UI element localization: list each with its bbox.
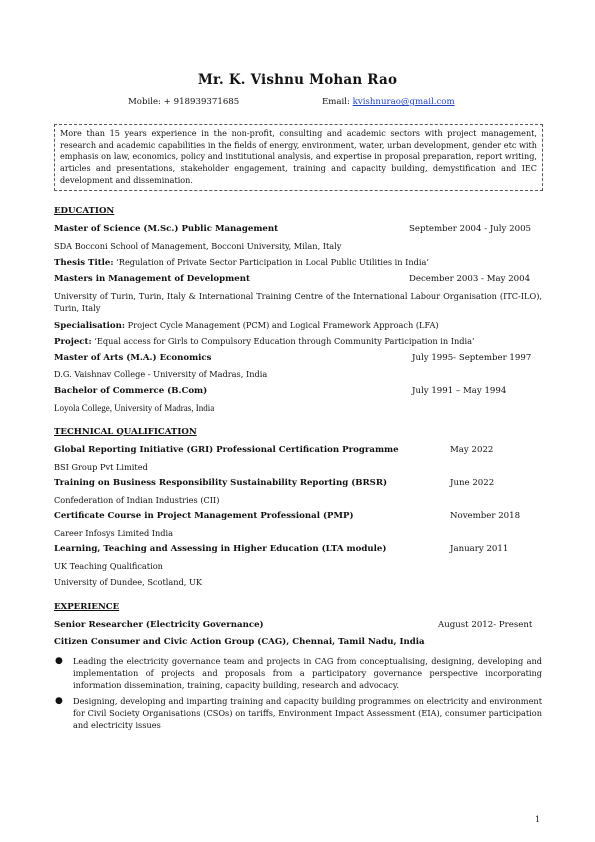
- mmd-date: December 2003 - May 2004: [409, 274, 531, 284]
- brsr-date: June 2022: [450, 478, 495, 488]
- mmd-institution: University of Turin, Turin, Italy & International Training Centre of the International Labour Organisation (ITC-ILO), Turin, Italy: [54, 291, 542, 313]
- experience-bullets: [54, 655, 542, 735]
- lta-university: University of Dundee, Scotland, UK: [54, 577, 202, 587]
- project-text: ‘Equal access for Girls to Compulsory Education through Community Participation in India’: [91, 336, 475, 346]
- profile-summary: More than 15 years experience in the non-profit, consulting and academic sectors with project management, research and academic capabilities in the fields of energy, environment, water, urban development, gender etc with emphasis on law, economics, policy and institutional analysis, and expertise in proposal preparation, report writing, articles and presentations, stakeholder engagement, training and capacity building, demystification and IEC development and dissemination.: [54, 124, 543, 191]
- mmd-project: [54, 336, 475, 347]
- job-date: August 2012- Present: [438, 620, 533, 630]
- bullet-text: Designing, developing and imparting training and capacity building programmes on electricity and environment for Civil Society Organisations (CSOs) on tariffs, Environment Impact Assessment (EIA), consumer participation and electricity issues: [73, 696, 542, 730]
- education-heading: EDUCATION: [54, 206, 115, 216]
- email-line: [322, 97, 455, 107]
- pmp-title: Certificate Course in Project Management Professional (PMP): [54, 511, 354, 521]
- list-item: [54, 695, 542, 731]
- pmp-date: November 2018: [450, 511, 521, 521]
- page-number: 1: [535, 815, 541, 824]
- ma-institution: D.G. Vaishnav College - University of Madras, India: [54, 369, 268, 379]
- bcom-institution: Loyola College, University of Madras, India: [54, 403, 215, 413]
- bullet-text: Leading the electricity governance team and projects in CAG from conceptualising, designing, developing and implementation of projects and proposals from a participatory governance perspective incorporating information dissemination, training, capacity building, research and advocacy.: [73, 656, 542, 690]
- bullet-icon: ●: [55, 696, 63, 706]
- pmp-org: Career Infosys Limited India: [54, 528, 174, 538]
- thesis-label: Thesis Title:: [54, 258, 114, 268]
- bullet-icon: ●: [55, 656, 63, 666]
- msc-thesis: [54, 257, 429, 268]
- spec-label: Specialisation:: [54, 321, 126, 331]
- technical-heading: TECHNICAL QUALIFICATION: [54, 427, 197, 437]
- msc-institution: SDA Bocconi School of Management, Bocconi University, Milan, Italy: [54, 241, 342, 251]
- spec-text: Project Cycle Management (PCM) and Logical Framework Approach (LFA): [125, 320, 439, 330]
- brsr-title: Training on Business Responsibility Sustainability Reporting (BRSR): [54, 478, 388, 488]
- mobile-number: Mobile: + 918939371685: [128, 97, 240, 107]
- job-organisation: Citizen Consumer and Civic Action Group (CAG), Chennai, Tamil Nadu, India: [54, 637, 425, 647]
- lta-qualification: UK Teaching Qualification: [54, 561, 163, 571]
- brsr-org: Confederation of Indian Industries (CII): [54, 495, 220, 505]
- email-link[interactable]: kvishnurao@gmail.com: [352, 97, 455, 107]
- job-role: Senior Researcher (Electricity Governance): [54, 620, 264, 630]
- gri-date: May 2022: [450, 445, 494, 455]
- experience-heading: EXPERIENCE: [54, 602, 120, 612]
- thesis-title: ‘Regulation of Private Sector Participation in Local Public Utilities in India’: [113, 257, 429, 267]
- email-label: Email:: [322, 97, 353, 107]
- lta-date: January 2011: [450, 544, 509, 554]
- ma-date: July 1995- September 1997: [412, 353, 532, 363]
- msc-title: Master of Science (M.Sc.) Public Management: [54, 224, 279, 234]
- bcom-title: Bachelor of Commerce (B.Com): [54, 386, 208, 396]
- bcom-date: July 1991 – May 1994: [412, 386, 507, 396]
- project-label: Project:: [54, 337, 92, 347]
- msc-date: September 2004 - July 2005: [409, 224, 532, 234]
- ma-title: Master of Arts (M.A.) Economics: [54, 353, 212, 363]
- list-item: [54, 655, 542, 691]
- lta-title: Learning, Teaching and Assessing in Higher Education (LTA module): [54, 544, 387, 554]
- gri-org: BSI Group Pvt Limited: [54, 462, 148, 472]
- mmd-title: Masters in Management of Development: [54, 274, 250, 284]
- candidate-name: Mr. K. Vishnu Mohan Rao: [197, 72, 398, 88]
- gri-title: Global Reporting Initiative (GRI) Professional Certification Programme: [54, 445, 399, 455]
- mmd-specialisation: [54, 320, 439, 331]
